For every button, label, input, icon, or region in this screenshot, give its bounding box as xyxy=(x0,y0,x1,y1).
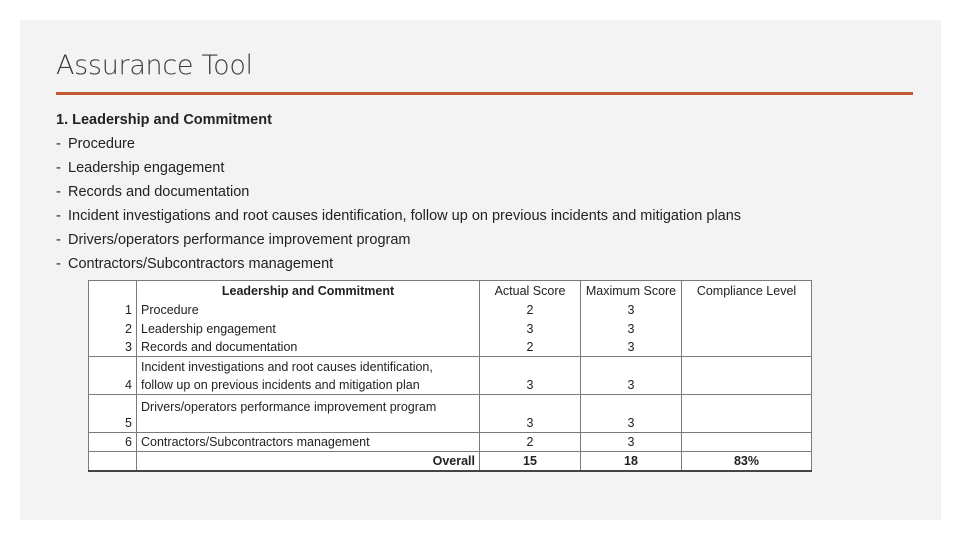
overall-actual: 15 xyxy=(480,452,581,472)
table-row: 4 Incident investigations and root causes identification, follow up on previous incidents and mitigation plan 3 3 xyxy=(89,357,812,395)
list-item: - Leadership engagement xyxy=(56,160,225,176)
table-row: 2 Leadership engagement 3 3 xyxy=(89,319,812,338)
table-row: 1 Procedure 2 3 xyxy=(89,300,812,319)
header-item: Leadership and Commitment xyxy=(137,281,480,300)
list-item: - Contractors/Subcontractors management xyxy=(56,256,334,272)
title-divider xyxy=(56,92,913,95)
list-item: - Records and documentation xyxy=(56,184,250,200)
slide-title: Assurance Tool xyxy=(56,50,253,81)
list-item: - Drivers/operators performance improvement program xyxy=(56,232,411,248)
section-block xyxy=(56,108,741,276)
overall-compliance: 83% xyxy=(682,452,812,472)
list-item: - Incident investigations and root causes identification, follow up on previous incidents and mitigation plans xyxy=(56,208,742,224)
overall-label: Overall xyxy=(137,452,480,472)
assessment-table xyxy=(88,280,812,472)
table-row: 6 Contractors/Subcontractors management 2 3 xyxy=(89,433,812,452)
section-heading: 1. Leadership and Commitment xyxy=(56,112,272,128)
header-actual: Actual Score xyxy=(480,281,581,300)
table-row: 5 Drivers/operators performance improvement program 3 3 xyxy=(89,395,812,433)
list-item: - Procedure xyxy=(56,136,135,152)
header-compliance: Compliance Level xyxy=(682,281,812,300)
bullet-list xyxy=(56,132,741,276)
overall-maximum: 18 xyxy=(581,452,682,472)
table-row: 3 Records and documentation 2 3 xyxy=(89,338,812,357)
table-header-row xyxy=(89,281,812,300)
header-maximum: Maximum Score xyxy=(581,281,682,300)
overall-row xyxy=(89,452,812,472)
